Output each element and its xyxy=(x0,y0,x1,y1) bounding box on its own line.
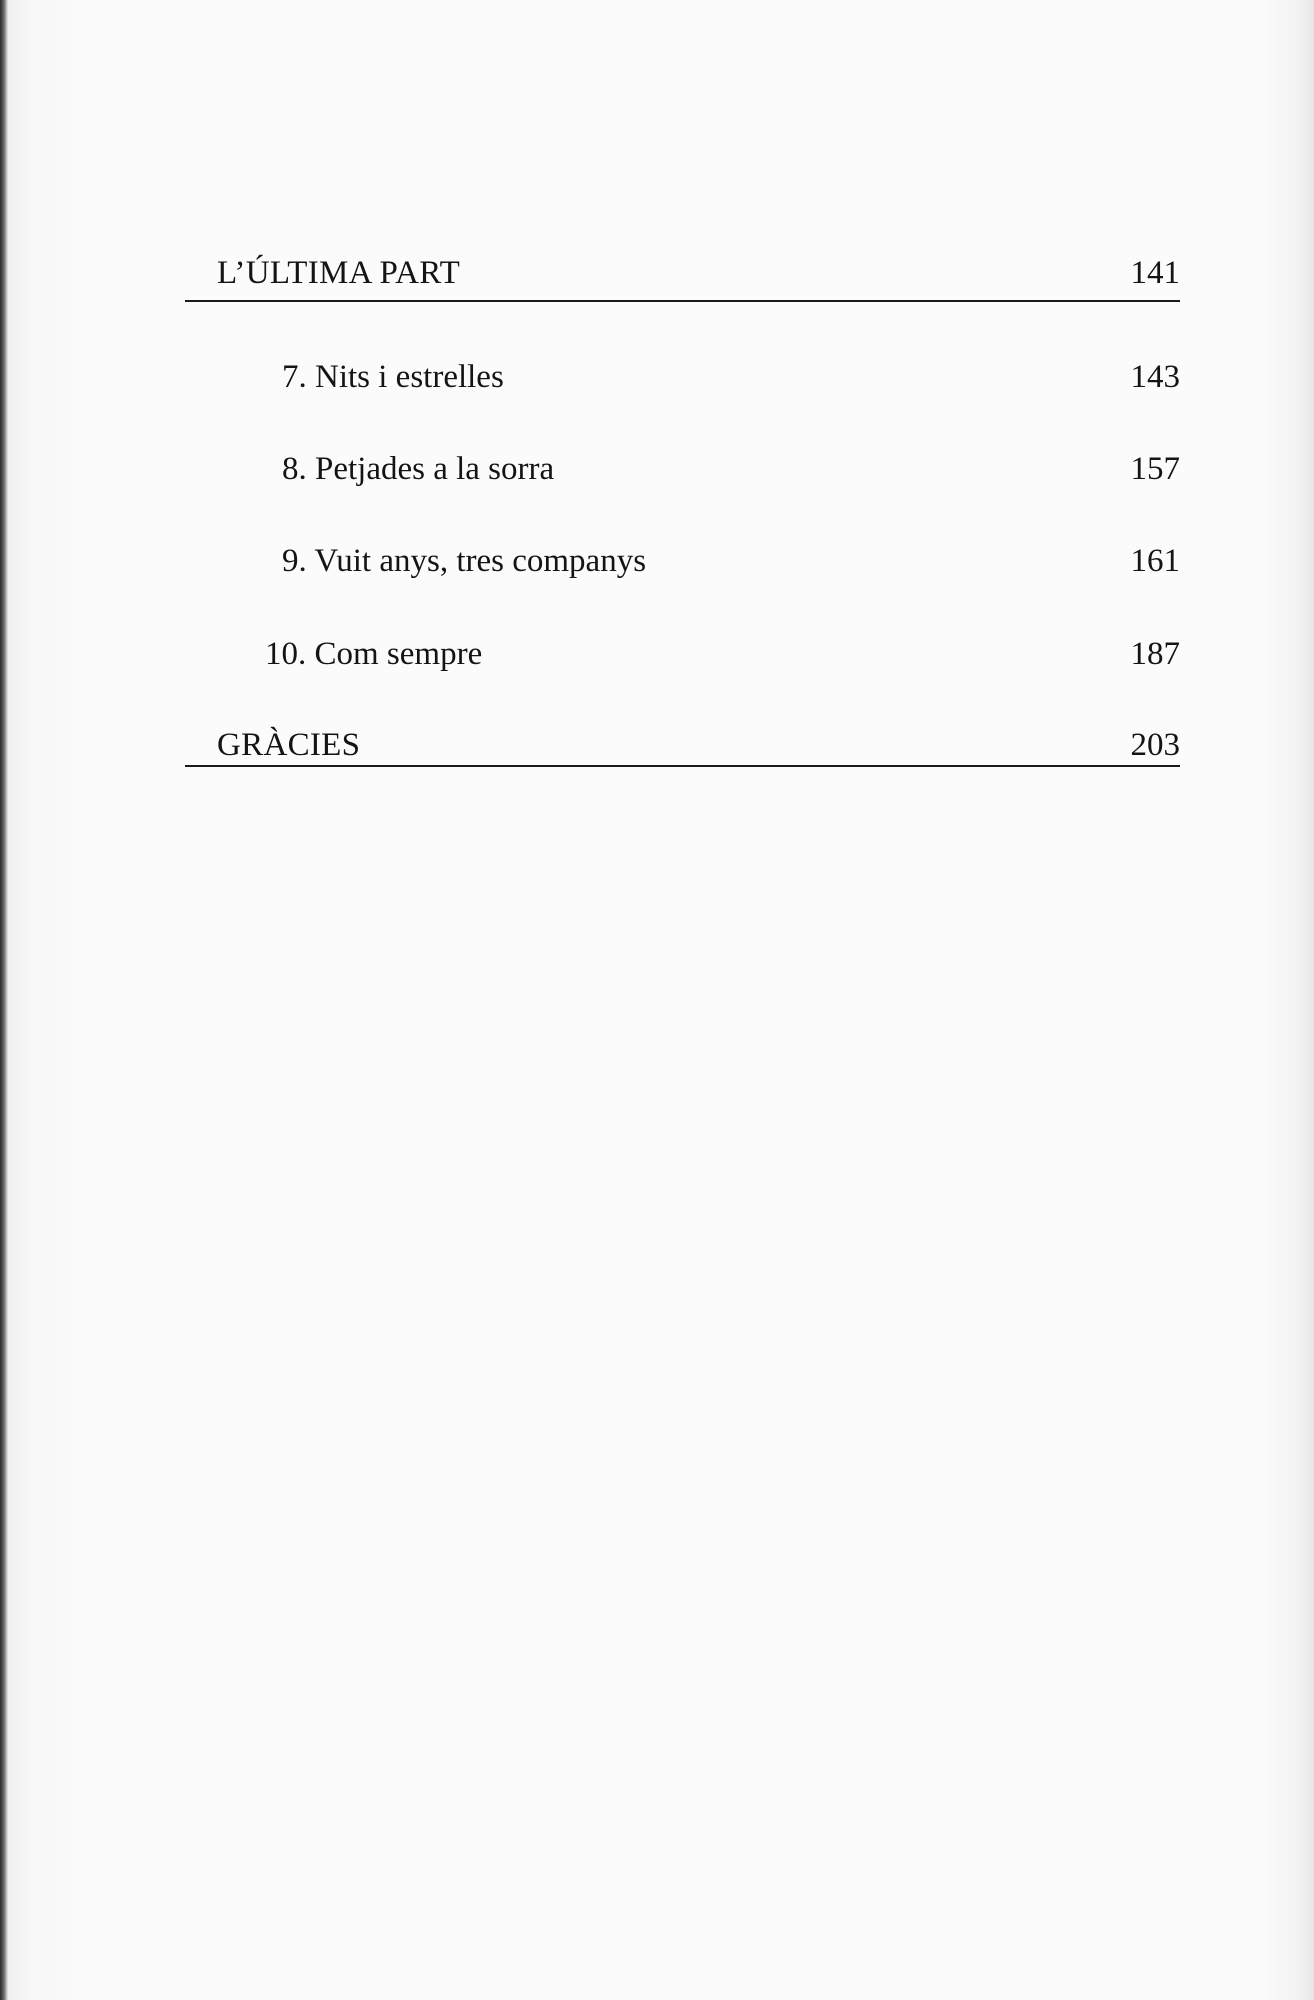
toc-chapter-page: 187 xyxy=(1130,636,1180,672)
toc-chapter-page: 157 xyxy=(1130,451,1180,487)
toc-part-rule xyxy=(185,300,1180,302)
toc-part-row[interactable] xyxy=(185,722,1180,768)
toc-chapter-title: 10. Com sempre xyxy=(265,636,483,672)
toc-part-rule xyxy=(185,765,1180,767)
toc-part-page: 141 xyxy=(1130,255,1180,291)
toc-chapter-row[interactable] xyxy=(185,354,1180,400)
toc-part-row[interactable] xyxy=(185,250,1180,296)
toc-chapter-row[interactable] xyxy=(185,538,1180,584)
toc-chapter-page: 161 xyxy=(1130,543,1180,579)
page-edge-shadow xyxy=(0,0,8,2000)
toc-part-title: GRÀCIES xyxy=(217,727,361,763)
toc-chapter-title: 9. Vuit anys, tres companys xyxy=(282,543,647,579)
toc-chapter-title: 8. Petjades a la sorra xyxy=(282,451,555,487)
toc-chapter-title: 7. Nits i estrelles xyxy=(282,359,504,395)
toc-chapter-row[interactable] xyxy=(185,446,1180,492)
toc-part-title: L’ÚLTIMA PART xyxy=(217,255,461,291)
toc-chapter-row[interactable] xyxy=(185,631,1180,677)
toc-part-page: 203 xyxy=(1130,727,1180,763)
toc-chapter-page: 143 xyxy=(1130,359,1180,395)
